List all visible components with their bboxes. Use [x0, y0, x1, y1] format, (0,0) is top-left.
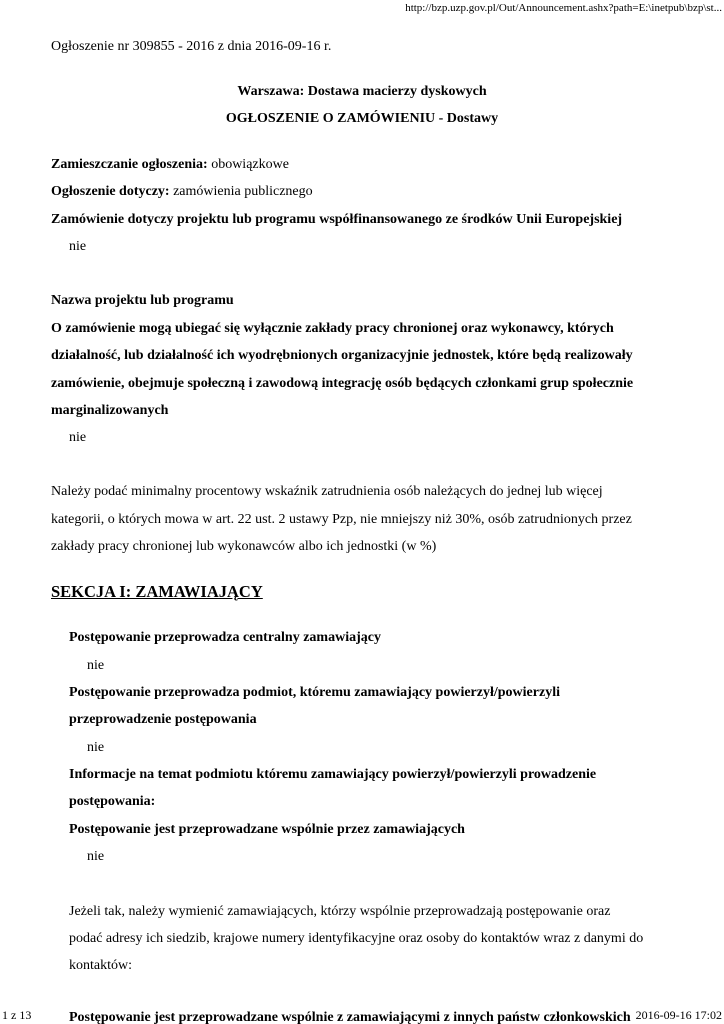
info-line: Informacje na temat podmiotu któremu zamawiający powierzył/powierzyli prowadzenie [69, 767, 597, 782]
print-datetime: 2016-09-16 17:02 [635, 1008, 722, 1022]
if-yes-line: kontaktów: [69, 958, 132, 973]
sheltered-line: działalność, lub działalność ich wyodrębnionych organizacyjnie jednostek, które będą realizowały [51, 348, 633, 363]
sheltered-value: nie [69, 430, 87, 445]
project-name-label: Nazwa projektu lub programu [51, 293, 234, 308]
joint-label: Postępowanie jest przeprowadzane wspólnie przez zamawiających [69, 822, 465, 837]
if-yes-line: podać adresy ich siedzib, krajowe numery identyfikacyjne oraz osoby do kontaktów wraz z danymi do [69, 931, 644, 946]
central-value: nie [87, 658, 105, 673]
employment-line: kategorii, o których mowa w art. 22 ust. 2 ustawy Pzp, nie mniejszy niż 30%, osób zatrudnionych przez [51, 512, 632, 527]
eu-project-value: nie [69, 239, 87, 254]
info-line: postępowania: [69, 794, 156, 809]
page-url: http://bzp.uzp.gov.pl/Out/Announcement.ashx?path=E:\inetpub\bzp\st... [405, 2, 722, 14]
section-heading: SEKCJA I: ZAMAWIAJĄCY [51, 582, 263, 601]
entrusted-line: Postępowanie przeprowadza podmiot, któremu zamawiający powierzył/powierzyli [69, 685, 560, 700]
cut-off-line: Postępowanie jest przeprowadzane wspólnie z zamawiającymi z innych państw członkowskich [69, 1010, 631, 1024]
joint-value: nie [87, 849, 105, 864]
document-subtitle: OGŁOSZENIE O ZAMÓWIENIU - Dostawy [225, 111, 499, 126]
employment-line: Należy podać minimalny procentowy wskaźnik zatrudnienia osób należących do jednej lub więcej [51, 484, 603, 499]
sheltered-line: zamówienie, obejmuje społeczną i zawodową integrację osób będących członkami grup społecznie [51, 376, 634, 391]
concerns-field [51, 184, 313, 200]
entrusted-value: nie [87, 740, 105, 755]
placement-value: obowiązkowe [207, 157, 289, 172]
if-yes-line: Jeżeli tak, należy wymienić zamawiających, którzy wspólnie przeprowadzają postępowanie oraz [69, 904, 611, 919]
sheltered-line: O zamówienie mogą ubiegać się wyłącznie zakłady pracy chronionej oraz wykonawcy, których [51, 321, 614, 336]
sheltered-line: marginalizowanych [51, 403, 169, 418]
entrusted-line: przeprowadzenie postępowania [69, 712, 257, 727]
employment-line: zakłady pracy chronionej lub wykonawców albo ich jednostki (w %) [51, 539, 437, 554]
concerns-label: Ogłoszenie dotyczy: [51, 184, 170, 199]
eu-project-label: Zamówienie dotyczy projektu lub programu współfinansowanego ze środków Unii Europejskiej [51, 212, 623, 227]
page-counter: 1 z 13 [2, 1008, 32, 1022]
announcement-number: Ogłoszenie nr 309855 - 2016 z dnia 2016-09-16 r. [51, 39, 332, 54]
placement-field [51, 157, 289, 173]
central-label: Postępowanie przeprowadza centralny zamawiający [69, 630, 381, 645]
document-title: Warszawa: Dostawa macierzy dyskowych [237, 84, 487, 99]
concerns-value: zamówienia publicznego [169, 184, 313, 199]
placement-label: Zamieszczanie ogłoszenia: [51, 157, 208, 172]
